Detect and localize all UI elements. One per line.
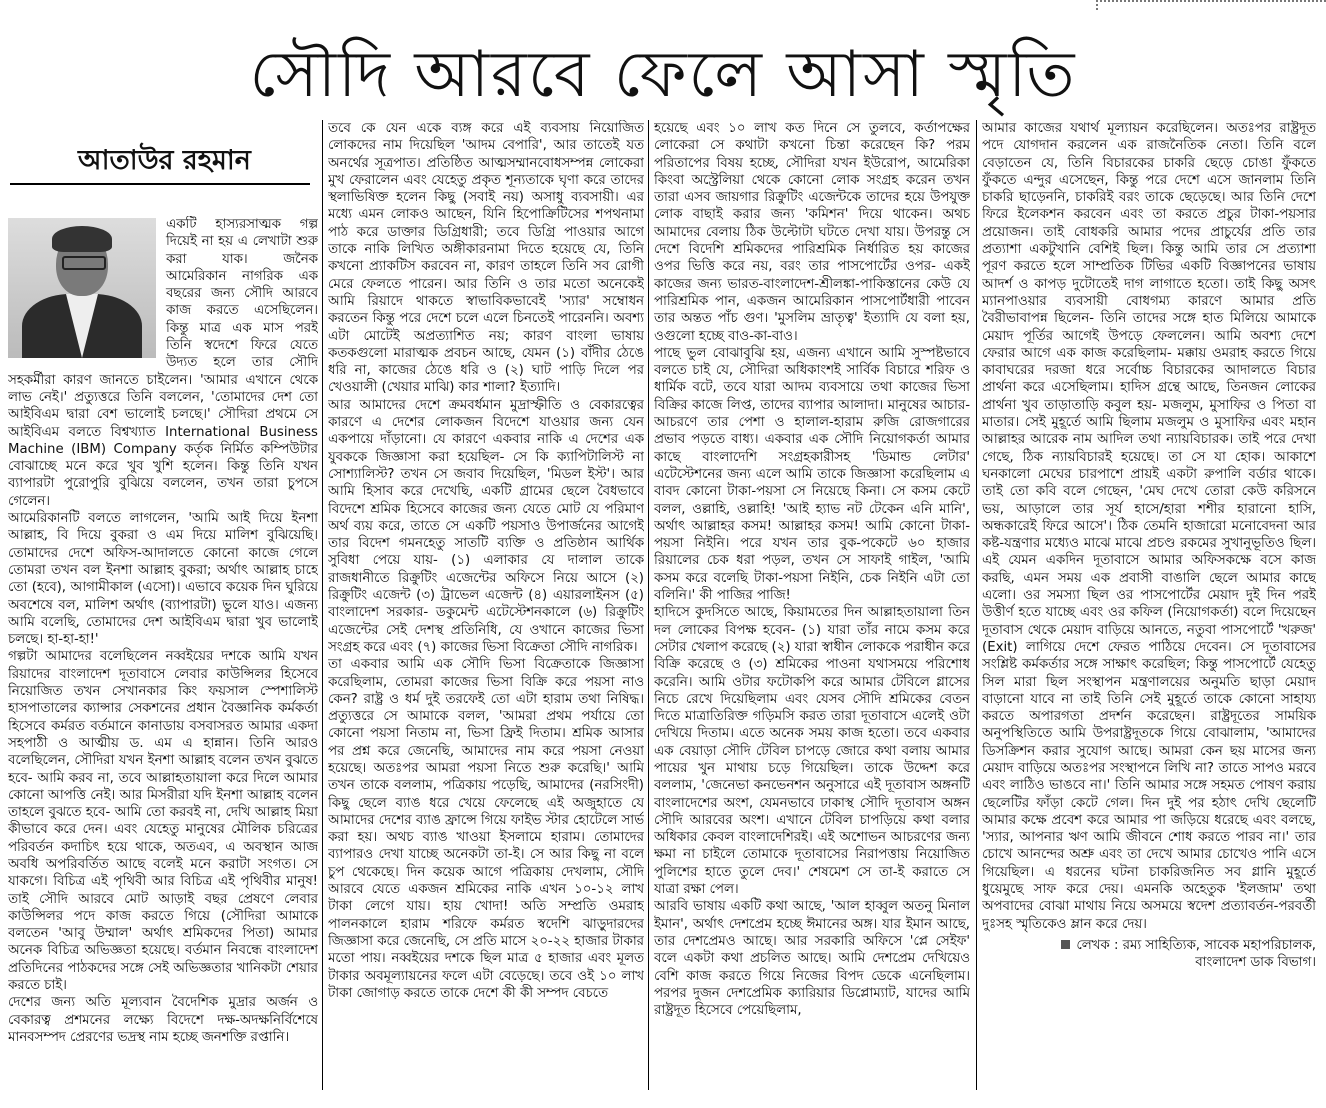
square-bullet-icon xyxy=(1061,940,1070,949)
paragraph: হাদিসে কুদসিতে আছে, কিয়ামতের দিন আল্লাহতায়ালা তিন দল লোকের বিপক্ষ হবেন- (১) যারা তাঁর নামে কসম করে সেটার খেলাপ করেছে (২) যারা স্বাধীন লোককে পরাধীন করে বিক্রি করেছে ও (৩) শ্রমিকের পাওনা যথাসময়ে পরিশোধ করেনি। আমি ওটার ফটোকপি করে আমার টেবিলে গ্লাসের নিচে রেখে দিয়েছিলাম এবং যেসব সৌদি শ্রমিকের বেতন দিতে মাত্রাতিরিক্ত গড়িমসি করত তারা দূতাবাসে এলেই ওটা দেখিয়ে দিতাম। এতে অনেক সময় কাজ হতো। তবে একবার এক বেয়াড়া সৌদি টেবিল চাপড়ে জোরে কথা বলায় আমার পায়ের খুন মাথায় চড়ে গিয়েছিল। তাকে উদ্দেশ করে বললাম, 'জেনেভা কনভেনশন অনুসারে এই দূতাবাস অঙ্গনটি বাংলাদেশের অংশ, যেমনভাবে ঢাকাস্থ সৌদি দূতাবাস অঙ্গন সৌদি আরবের অংশ। এখানে টেবিল চাপড়িয়ে কথা বলার অধিকার কেবল বাংলাদেশিরই। এই অশোভন আচরণের জন্য ক্ষমা না চাইলে তোমাকে দূতাবাসের নিরাপত্তায় নিয়োজিত পুলিশের হাতে তুলে দেব।' শেষমেশ সে তা-ই করাতে সে যাত্রা রক্ষা পেল। xyxy=(654,605,970,898)
paragraph: দেশের জন্য অতি মূল্যবান বৈদেশিক মুদ্রার অর্জন ও বেকারত্ব প্রশমনের লক্ষ্যে বিদেশে দক্ষ-অদক্ষনির্বিশেষে মানবসম্পদ প্রেরণের ভদ্রস্থ নাম হচ্ছে জনশক্তি রপ্তানি। xyxy=(8,995,318,1045)
headline: সৌদি আরবে ফেলে আসা স্মৃতি xyxy=(249,38,1077,112)
page-edge-dots xyxy=(1096,0,1326,6)
paragraph: তবে কে যেন একে ব্যঙ্গ করে এই ব্যবসায় নিয়োজিত লোকদের নাম দিয়েছিল 'আদম বেপারি', আর তাতেই যত অনর্থের সূত্রপাত। প্রতিষ্ঠিত আত্মসম্মানবোধসম্পন্ন লোকেরা মুখ ফেরালেন এবং যেহেতু প্রকৃত শূন্যতাকে ঘৃণা করে তাদের স্থলাভিষিক্ত হলেন কিছু (সবাই নয়) অসাধু ব্যবসায়ী। এর মধ্যে এমন লোকও আছেন, যিনি হিপোক্রিটিসের শপথনামা পাঠ করে ডাক্তার ডিগ্রিধারী; তবে ডিগ্রি পাওয়ার আগে তাকে নাকি লিখিত অঙ্গীকারনামা দিতে হয়েছে যে, তিনি কখনো প্র্যাকটিস করবেন না, কারণ তাহলে তিনি সব রোগী মেরে ফেলতে পারেন। আর তিনি ও তার মতো অনেকেই আমি রিয়াদে থাকতে স্বাভাবিকভাবেই 'স্যার' সম্বোধন করতেন কিন্তু পরে দেশে চলে এলে চিনতেই পারেননি। অবশ্য এটা মোটেই অপ্রত্যাশিত নয়; কারণ বাংলা ভাষায় কতকগুলো মারাত্মক প্রবচন আছে, যেমন (১) বাঁদীর ঠেঙে ধরি না, কাজের ঠেঙে ধরি ও (২) ঘাট পাড়ি দিলে পর খেওয়ালী (খেয়ার মাঝি) কার শালা? ইত্যাদি। xyxy=(328,121,644,396)
author-note xyxy=(982,937,1316,972)
paragraph: পাছে ভুল বোঝাবুঝি হয়, এজন্য এখানে আমি সুস্পষ্টভাবে বলতে চাই যে, সৌদিরা অধিকাংশই সার্বিক বিচারে শরিফ ও ধার্মিক বটে, তবে যারা আদম ব্যবসায়ে তথা কাজের ভিসা বিক্রির কাজে লিপ্ত, তাদের ব্যাপার আলাদা। মানুষের আচার-আচরণে তার পেশা ও হালাল-হারাম রুজি রোজগারের প্রভাব পড়তে বাধ্য। একবার এক সৌদি নিয়োগকর্তা আমার কাছে বাংলাদেশি সংগ্রহকারীসহ 'ডিমান্ড লেটার' এটেস্টেশনের জন্য এলে আমি তাকে জিজ্ঞাসা করেছিলাম এ বাবদ কোনো টাকা-পয়সা সে নিয়েছে কিনা। সে কসম কেটে বলল, ওল্লাহি, ওল্লাহি! 'আই হ্যাভ নট টেকেন এনি মানি', অর্থাৎ আল্লাহর কসম! আল্লাহর কসম! আমি কোনো টাকা-পয়সা নিইনি। পরে যখন তার বুক-পকেটে ৬০ হাজার রিয়ালের চেক ধরা পড়ল, তখন সে সাফাই গাইল, 'আমি কসম করে বলেছি টাকা-পয়সা নিইনি, চেক নিইনি এটা তো বলিনি।' কী পাজির পাজি! xyxy=(654,345,970,604)
paragraph: তা একবার আমি এক সৌদি ভিসা বিক্রেতাকে জিজ্ঞাসা করেছিলাম, তোমরা কাজের ভিসা বিক্রি করে পয়সা নাও কেন? রাষ্ট্র ও ধর্ম দুই তরফেই তো এটা হারাম তথা নিষিদ্ধ। প্রত্যুত্তরে সে আমাকে বলল, 'আমরা প্রথম পর্যায়ে তো কোনো পয়সা নিতাম না, ভিসা ফ্রিই দিতাম। শ্রমিক আসার পর প্রশ্ন করে জেনেছি, আমাদের নাম করে পয়সা নেওয়া হয়েছে। অতঃপর আমরা পয়সা নিতে শুরু করেছি।' আমি তখন তাকে বললাম, পত্রিকায় পড়েছি, আমাদের (নরসিংদী) কিছু ছেলে ব্যাঙ ধরে খেয়ে ফেলেছে এই অজুহাতে যে আমাদের দেশের ব্যাঙ ফ্রান্সে গিয়ে ফাইভ স্টার হোটেলে সার্ভ করা হয়। অথচ ব্যাঙ খাওয়া ইসলামে হারাম। তোমাদের ব্যাপারও দেখা যাচ্ছে অনেকটা তা-ই। সে আর কিছু না বলে চুপ থেকেছে। দিন কয়েক আগে পত্রিকায় দেখলাম, সৌদি আরবে যেতে একজন শ্রমিকের নাকি এখন ১০-১২ লাখ টাকা লেগে যায়। হায় খোদা! অতি সম্প্রতি ওমরাহ পালনকালে হারাম শরিফে কর্মরত স্বদেশি ঝাড়ুদারদের জিজ্ঞাসা করে জেনেছি, সে প্রতি মাসে ২০-২২ হাজার টাকার মতো পায়। নব্বইয়ের দশকে ছিল মাত্র ৫ হাজার এবং মূলত টাকার অবমূল্যায়নের ফলে এটা বেড়েছে। তবে ওই ১০ লাখ টাকা জোগাড় করতে তাকে দেশে কী কী সম্পদ বেচতে xyxy=(328,657,644,1001)
paragraph: একটি হাস্যরসাত্মক গল্প দিয়েই না হয় এ লেখাটা শুরু করা যাক। জনৈক আমেরিকান নাগরিক এক বছরের জন্য সৌদি আরবে কাজ করতে এসেছিলেন। কিন্তু মাত্র এক মাস পরই তিনি স্বদেশে ফিরে যেতে উদ্যত হলে তার সৌদি সহকর্মীরা কারণ জানতে চাইলেন। 'আমার এখানে থেকে লাভ নেই।' প্রত্যুত্তরে তিনি বললেন, 'তোমাদের দেশ তো আইবিএম দ্বারা বেশ ভালোই চলছে।' সৌদিরা প্রথমে সে আইবিএম বলতে বিশ্বখ্যাত International Business Machine (IBM) Company কর্তৃক নির্মিত কম্পিউটার বোঝাচ্ছে মনে করে খুব খুশি হলেন। কিন্তু তিনি যখন ব্যাপারটা পুরোপুরি বুঝিয়ে বললেন, তখন তারা চুপসে গেলেন। xyxy=(8,217,318,509)
author-note-line-2: বাংলাদেশ ডাক বিভাগ। xyxy=(1195,955,1316,971)
paragraph: আর আমাদের দেশে ক্রমবর্ধমান মুদ্রাস্ফীতি ও বেকারত্বের কারণে এ দেশের লোকজন বিদেশে যাওয়ার জন্য যেন একপায়ে দাঁড়ানো। যে কারণে একবার নাকি এ দেশের এক যুবককে জিজ্ঞাসা করা হয়েছিল- সে কি ক্যাপিটালিস্ট না সোশ্যালিস্ট? তখন সে জবাব দিয়েছিল, 'মিডল ইস্ট'। আর আমি হিসাব করে দেখেছি, একটি গ্রামের ছেলে বৈধভাবে বিদেশে শ্রমিক হিসেবে কাজের জন্য যেতে মোট যে পরিমাণ অর্থ ব্যয় করে, তাতে সে একটি পয়সাও উপার্জনের আগেই তার বিদেশ গমনহেতু সাতটি ব্যক্তি ও প্রতিষ্ঠান আর্থিক সুবিধা পেয়ে যায়- (১) এলাকার যে দালাল তাকে রাজধানীতে রিক্রুটিং এজেন্টের অফিসে নিয়ে আসে (২) রিক্রুটিং এজেন্ট (৩) ট্রাভেল এজেন্ট (৪) এয়ারলাইনস (৫) বাংলাদেশ সরকার- ডকুমেন্ট এটেস্টেশনকালে (৬) রিক্রুটিং এজেন্টের সেই দেশস্থ প্রতিনিধি, যে ওখানে কাজের ভিসা সংগ্রহ করে এবং (৭) কাজের ভিসা বিক্রেতা সৌদি নাগরিক। xyxy=(328,397,644,655)
column-2 xyxy=(328,120,644,1095)
byline: আতাউর রহমান xyxy=(78,145,251,176)
column-1 xyxy=(8,216,318,1108)
paragraph: আমেরিকানটি বলতে লাগলেন, 'আমি আই দিয়ে ইনশা আল্লাহ, বি দিয়ে বুকরা ও এম দিয়ে মালিশ বুঝিয়েছি। তোমাদের দেশে অফিস-আদালতে কোনো কাজে গেলে তোমরা তখন বল ইনশা আল্লাহ বুকরা; অর্থাৎ আল্লাহ চাহে তো (হবে), আগামীকাল (এসো)। এভাবে কয়েক দিন ঘুরিয়ে অবশেষে বল, মালিশ অর্থাৎ (ব্যাপারটা) ভুলে যাও। এজন্য আমি বলেছি, তোমাদের দেশ আইবিএম দ্বারা খুব ভালোই চলছে। হা-হা-হা!' xyxy=(8,511,318,648)
author-note-line-1: লেখক : রম্য সাহিত্যিক, সাবেক মহাপরিচালক, xyxy=(1076,937,1316,953)
author-photo xyxy=(8,218,156,358)
photo-glasses xyxy=(62,256,106,270)
paragraph: গল্পটা আমাদের বলেছিলেন নব্বইয়ের দশকে আমি যখন রিয়াদের বাংলাদেশ দূতাবাসে লেবার কাউন্সিলর হিসেবে নিয়োজিত তখন সেখানকার কিং ফয়সাল স্পেশালিস্ট হাসপাতালের ক্যান্সার সেকশনের প্রধান বৈজ্ঞানিক কর্মকর্তা হিসেবে কর্মরত বর্তমানে কানাডায় বসবাসরত আমার একদা সহপাঠী ও আত্মীয় ড. এম এ হান্নান। তিনি আরও বলেছিলেন, সৌদিরা যখন ইনশা আল্লাহ বলেন তখন বুঝতে হবে- আমি করব না, তবে আল্লাহতায়ালা করে দিলে আমার কোনো আপত্তি নেই। আর মিসরীরা যদি ইনশা আল্লাহ বলেন তাহলে বুঝতে হবে- আমি তো করবই না, দেখি আল্লাহ মিয়া কীভাবে করে দেন। এবং যেহেতু মানুষের মৌলিক চরিত্রের পরিবর্তন কদাচিৎ হয়ে থাকে, অতএব, এ অবস্থান আজ অবধি অপরিবর্তিত আছে বলেই মনে করাটা সংগত। সে যাকগে। বিচিত্র এই পৃথিবী আর বিচিত্র এই পৃথিবীর মানুষ! তাই সৌদি আরবে মোট আড়াই বছর প্রেষণে লেবার কাউন্সিলর পদে কাজ করতে গিয়ে (সৌদিরা আমাকে বলতেন 'আবু উম্মাল' অর্থাৎ শ্রমিকদের পিতা) আমার অনেক বিচিত্র অভিজ্ঞতা হয়েছে। বর্তমান নিবন্ধে বাংলাদেশ প্রতিদিনের পাঠকদের সঙ্গে সেই অভিজ্ঞতার খানিকটা শেয়ার করতে চাই। xyxy=(8,649,318,994)
column-divider-3 xyxy=(976,120,977,1090)
column-3 xyxy=(654,120,970,1095)
page-corner-mark xyxy=(1096,0,1100,10)
column-divider-1 xyxy=(322,120,323,1090)
paragraph: আমার কাজের যথার্থ মূল্যায়ন করেছিলেন। অতঃপর রাষ্ট্রদূত পদে যোগদান করলেন এক রাজনৈতিক নেতা। তিনি বলে বেড়াতেন যে, তিনি বিচারকের চাকরি ছেড়ে চোঙা ফুঁকতে ফুঁকতে এন্দুর এসেছেন, কিন্তু পরে দেশে এসে জানলাম তিনি চাকরি ছাড়েননি, চাকরিই বরং তাকে ছেড়েছে। আর তিনি দেশে ফিরে ইলেকশন করবেন এবং তা করতে প্রচুর টাকা-পয়সার প্রয়োজন। তাই বোধকরি আমার পদের প্রাচুর্যের প্রতি তার প্রত্যাশা একটুখানি বেশিই ছিল। কিন্তু আমি তার সে প্রত্যাশা পূরণ করতে হলে সাম্প্রতিক টিভির একটি বিজ্ঞাপনের ভাষায় আদর্শ ও কাপড় দুটোতেই দাগ লাগাতে হতো। তাই কিছু অসৎ ম্যানপাওয়ার ব্যবসায়ী বোধগম্য কারণে আমার প্রতি বৈরীভাবাপন্ন ছিলেন- তিনি তাদের সঙ্গে হাত মিলিয়ে আমাকে মেয়াদ পূর্তির আগেই উপড়ে ফেললেন। আমি অবশ্য দেশে ফেরার আগে এক কাজ করেছিলাম- মক্কায় ওমরাহ করতে গিয়ে কাবাঘরের দরজা ধরে সর্বোচ্চ বিচারকের আদালতে বিচার প্রার্থনা করে এসেছিলাম। হাদিস গ্রন্থে আছে, তিনজন লোকের প্রার্থনা খুব তাড়াতাড়ি কবুল হয়- মজলুম, মুসাফির ও পিতা বা মাতার। সেই মুহূর্তে আমি ছিলাম মজলুম ও মুসাফির এবং মহান আল্লাহর আরেক নাম আদিল তথা ন্যায়বিচারক। তাই পরে দেখা গেছে, ঠিক ন্যায়বিচারই হয়েছে। তা সে যা হোক। আকাশে ঘনকালো মেঘের চারপাশে প্রায়ই একটা রুপালি বর্ডার থাকে। তাই তো কবি বলে গেছেন, 'মেঘ দেখে তোরা কেউ করিসনে ভয়, আড়ালে তার সূর্য হাসে/হারা শশীর হারানো হাসি, অন্ধকারেই ফিরে আসে'। ঠিক তেমনি হাজারো মনোবেদনা আর কষ্ট-যন্ত্রণার মধ্যেও মাঝে মাঝে প্রচণ্ড রকমের সুখানুভূতিও ছিল। এই যেমন একদিন দূতাবাসে আমার অফিসকক্ষে বসে কাজ করছি, এমন সময় এক প্রবাসী বাঙালি ছেলে আমার কাছে এলো। ওর সমস্যা ছিল ওর পাসপোর্টের মেয়াদ দুই দিন পরই উত্তীর্ণ হতে যাচ্ছে এবং ওর কফিল (নিয়োগকর্তা) বলে দিয়েছেন দূতাবাস থেকে মেয়াদ বাড়িয়ে আনতে, নতুবা পাসপোর্টে 'খরুজ' (Exit) লাগিয়ে দেশে ফেরত পাঠিয়ে দেবেন। সে দূতাবাসের সংশ্লিষ্ট কর্মকর্তার সঙ্গে সাক্ষাৎ করেছিল; কিন্তু পাসপোর্টে যেহেতু সিল মারা ছিল সংস্থাপন মন্ত্রণালয়ের অনুমতি ছাড়া মেয়াদ বাড়ানো যাবে না তাই তিনি সেই মুহূর্তে তাকে কোনো সাহায্য করতে অপারগতা প্রদর্শন করেছেন। রাষ্ট্রদূতের সাময়িক অনুপস্থিতিতে আমি উপরাষ্ট্রদূতকে গিয়ে বোঝালাম, 'আমাদের ডিসক্রিশন করার সুযোগ আছে। আমরা কেন ছয় মাসের জন্য মেয়াদ বাড়িয়ে অতঃপর সংস্থাপনে লিখি না? তাতে সাপও মরবে এবং লাঠিও ভাঙবে না।' তিনি আমার সঙ্গে সহমত পোষণ করায় ছেলেটির ফাঁড়া কেটে গেল। দিন দুই পর হঠাৎ দেখি ছেলেটি আমার কক্ষে প্রবেশ করে আমার পা জড়িয়ে ধরেছে এবং বলছে, 'স্যার, আপনার ঋণ আমি জীবনে শোধ করতে পারব না।' তার চোখে আনন্দের অশ্রু এবং তা দেখে আমার চোখেও পানি এসে গিয়েছিল। এ ধরনের ঘটনা চাকরিজনিত সব গ্লানি মুহূর্তে ধুয়েমুছে সাফ করে দেয়। এমনকি অহেতুক 'ইলজাম' তথা অপবাদের বোঝা মাথায় নিয়ে অসময়ে স্বদেশ প্রত্যাবর্তন-পরবর্তী দুঃসহ স্মৃতিকেও ম্লান করে দেয়। xyxy=(982,121,1316,932)
paragraph: আরবি ভাষায় একটি কথা আছে, 'আল হাব্বুল অতনু মিনাল ইমান', অর্থাৎ দেশপ্রেম হচ্ছে ঈমানের অঙ্গ। যার ইমান আছে, তার দেশপ্রেমও আছে। আর সরকারি অফিসে 'প্লে সেইফ' বলে একটা কথা প্রচলিত আছে। আমি দেশপ্রেম দেখিয়েও বেশি কাজ করতে গিয়ে নিজের বিপদ ডেকে এনেছিলাম। পরপর দুজন দেশপ্রেমিক ক্যারিয়ার ডিপ্লোম্যাট, যাদের আমি রাষ্ট্রদূত হিসেবে পেয়েছিলাম, xyxy=(654,899,970,1019)
column-divider-2 xyxy=(648,120,649,1090)
byline-rule xyxy=(10,183,310,185)
photo-hair xyxy=(52,226,112,252)
column-4 xyxy=(982,120,1316,1095)
paragraph: হয়েছে এবং ১০ লাখ কত দিনে সে তুলবে, কর্তাপক্ষের লোকেরা সে কথাটা কখনো চিন্তা করেছেন কি? পরম পরিতাপের বিষয় হচ্ছে, সৌদিরা যখন ইউরোপ, আমেরিকা কিংবা অস্ট্রেলিয়া থেকে কোনো লোক সংগ্রহ করেন তখন তারা এসব জায়গার রিক্রুটিং এজেন্টকে তাদের হয়ে উপযুক্ত লোক বাছাই করার জন্য 'কমিশন' দিয়ে থাকেন। অথচ আমাদের বেলায় ঠিক উল্টোটা ঘটতে দেখা যায়। উপরন্তু সে দেশে বিদেশি শ্রমিকদের পারিশ্রমিক নির্ধারিত হয় কাজের ওপর ভিত্তি করে নয়, বরং তার পাসপোর্টের ওপর- একই কাজের জন্য ভারত-বাংলাদেশ-শ্রীলঙ্কা-পাকিস্তানের কেউ যে পারিশ্রমিক পান, একজন আমেরিকান পাসপোর্টধারী পাবেন তার অন্তত পাঁচ গুণ। 'মুসলিম ভ্রাতৃত্ব' ইত্যাদি যে বলা হয়, ওগুলো হচ্ছে বাও-কা-বাও। xyxy=(654,121,970,344)
